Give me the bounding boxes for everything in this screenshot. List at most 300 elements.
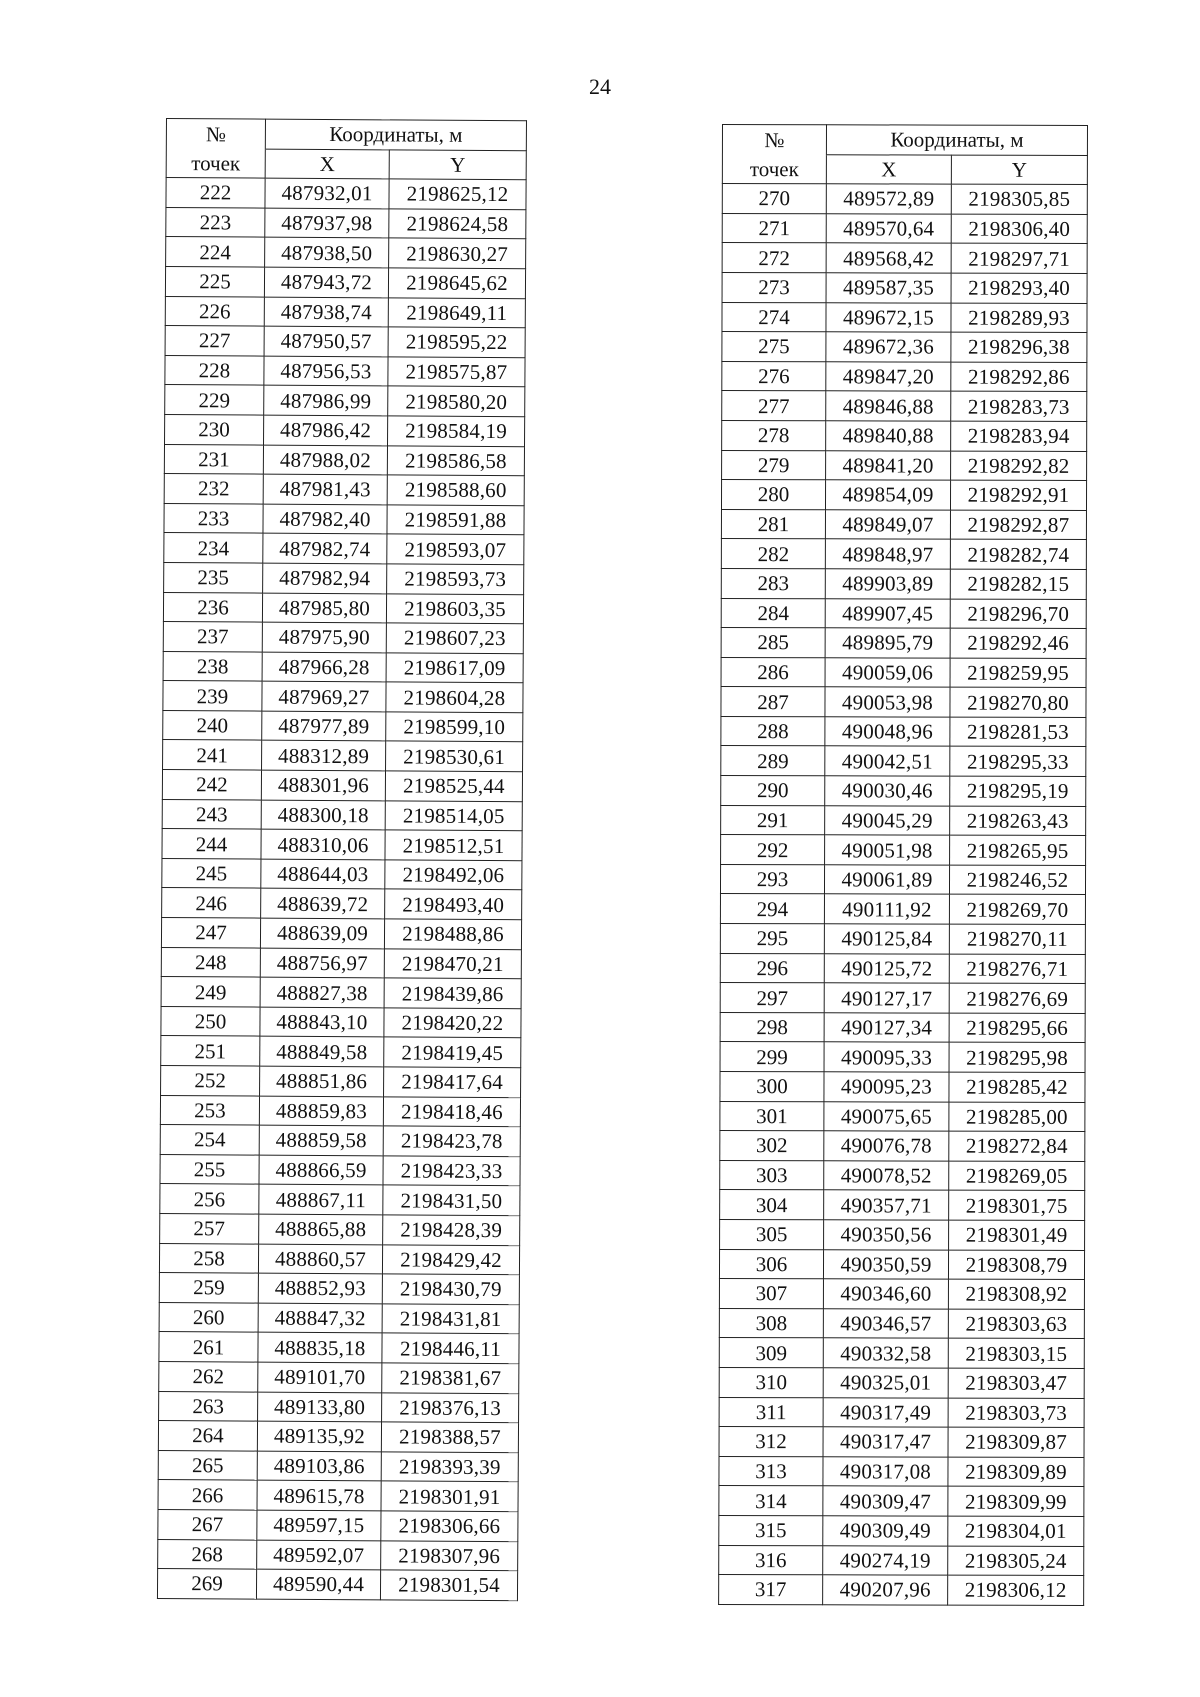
point-number-cell: 269	[157, 1569, 256, 1599]
table-row	[161, 1006, 521, 1038]
y-coordinate-cell: 2198586,58	[387, 445, 524, 475]
x-coordinate-cell: 490332,58	[823, 1338, 948, 1368]
table-row	[719, 1515, 1084, 1546]
x-coordinate-cell: 487956,53	[264, 356, 388, 386]
x-coordinate-cell: 487938,50	[265, 237, 389, 267]
point-number-cell: 280	[721, 480, 825, 510]
y-column-header: Y	[389, 149, 526, 179]
x-coordinate-cell: 490350,59	[823, 1249, 948, 1279]
point-number-cell: 237	[163, 622, 262, 652]
x-coordinate-cell: 487982,94	[263, 563, 387, 593]
table-row	[719, 1308, 1084, 1339]
table-row	[720, 1071, 1085, 1102]
y-coordinate-cell: 2198492,06	[385, 860, 522, 890]
y-coordinate-cell: 2198431,81	[382, 1304, 519, 1334]
point-number-cell: 293	[720, 864, 824, 894]
x-coordinate-cell: 489672,15	[826, 302, 951, 332]
x-coordinate-cell: 488756,97	[260, 948, 384, 978]
y-coordinate-cell: 2198584,19	[388, 416, 525, 446]
table-row	[721, 628, 1086, 659]
y-coordinate-cell: 2198593,07	[387, 534, 524, 564]
x-coordinate-cell: 487985,80	[262, 593, 386, 623]
y-coordinate-cell: 2198649,11	[388, 297, 525, 327]
table-row	[720, 983, 1085, 1014]
point-number-cell: 266	[158, 1480, 257, 1510]
x-coordinate-cell: 488867,11	[259, 1184, 383, 1214]
table-row	[162, 829, 522, 861]
point-number-cell: 299	[720, 1042, 824, 1072]
x-coordinate-cell: 487938,74	[264, 297, 388, 327]
x-coordinate-cell: 488865,88	[259, 1214, 383, 1244]
y-coordinate-cell: 2198430,79	[382, 1274, 519, 1304]
x-coordinate-cell: 487982,40	[263, 504, 387, 534]
x-coordinate-cell: 489135,92	[257, 1421, 381, 1451]
table-row	[719, 1397, 1084, 1428]
table-row	[165, 355, 525, 387]
x-column-header: X	[826, 154, 951, 184]
table-row	[158, 1509, 518, 1541]
x-coordinate-cell: 488300,18	[261, 800, 385, 830]
table-row	[160, 1095, 520, 1127]
table-row	[159, 1361, 519, 1393]
y-coordinate-cell: 2198514,05	[385, 801, 522, 831]
table-row	[719, 1279, 1084, 1310]
table-row	[158, 1539, 518, 1571]
table-row	[165, 266, 525, 298]
point-number-cell: 275	[722, 332, 826, 362]
table-row	[719, 1338, 1084, 1369]
x-coordinate-cell: 490207,96	[823, 1575, 948, 1605]
x-coordinate-cell: 488852,93	[258, 1273, 382, 1303]
y-coordinate-cell: 2198246,52	[949, 865, 1085, 895]
y-coordinate-cell: 2198591,88	[387, 505, 524, 535]
x-coordinate-cell: 488644,03	[261, 859, 385, 889]
point-number-cell: 270	[722, 184, 826, 214]
point-number-cell: 298	[720, 1012, 824, 1042]
table-row	[721, 480, 1086, 511]
x-coordinate-cell: 490346,60	[823, 1279, 948, 1309]
x-coordinate-cell: 489847,20	[826, 362, 951, 392]
table-row	[163, 622, 523, 654]
x-coordinate-cell: 489840,88	[826, 421, 951, 451]
point-number-cell: 304	[720, 1190, 824, 1220]
point-number-cell: 264	[158, 1421, 257, 1451]
table-row	[162, 888, 522, 920]
y-coordinate-cell: 2198285,00	[949, 1102, 1085, 1132]
table-row	[164, 533, 524, 565]
point-number-cell: 247	[161, 918, 260, 948]
x-coordinate-cell: 489570,64	[826, 214, 951, 244]
table-row	[164, 474, 524, 506]
table-row	[161, 947, 521, 979]
table-row	[161, 918, 521, 950]
y-coordinate-cell: 2198607,23	[386, 623, 523, 653]
y-coordinate-cell: 2198283,94	[951, 421, 1087, 451]
point-number-header-bottom: точек	[722, 154, 826, 184]
y-coordinate-cell: 2198423,78	[383, 1126, 520, 1156]
y-coordinate-cell: 2198617,09	[386, 653, 523, 683]
x-coordinate-cell: 490059,06	[825, 657, 950, 687]
table-row	[722, 302, 1087, 333]
point-number-cell: 312	[719, 1427, 823, 1457]
y-coordinate-cell: 2198393,39	[381, 1452, 518, 1482]
x-coordinate-cell: 490053,98	[825, 687, 950, 717]
y-coordinate-cell: 2198304,01	[948, 1516, 1084, 1546]
y-coordinate-cell: 2198283,73	[951, 391, 1087, 421]
x-coordinate-cell: 489841,20	[826, 450, 951, 480]
x-coordinate-cell: 490125,72	[824, 953, 949, 983]
x-coordinate-cell: 489846,88	[826, 391, 951, 421]
y-coordinate-cell: 2198630,27	[389, 238, 526, 268]
table-body-left	[157, 178, 526, 1601]
y-coordinate-cell: 2198599,10	[386, 712, 523, 742]
point-number-cell: 243	[162, 799, 261, 829]
point-number-cell: 231	[164, 444, 263, 474]
point-number-cell: 301	[720, 1101, 824, 1131]
y-coordinate-cell: 2198303,47	[948, 1368, 1084, 1398]
table-row	[720, 1190, 1085, 1221]
point-number-cell: 277	[722, 391, 826, 421]
point-number-cell: 241	[163, 740, 262, 770]
table-body-right	[719, 184, 1088, 1605]
point-number-cell: 276	[722, 361, 826, 391]
x-coordinate-cell: 488859,83	[259, 1096, 383, 1126]
table-row	[160, 1125, 520, 1157]
x-coordinate-cell: 488860,57	[258, 1244, 382, 1274]
x-coordinate-cell: 490317,08	[823, 1456, 948, 1486]
table-row	[161, 977, 521, 1009]
point-number-cell: 246	[162, 888, 261, 918]
point-number-cell: 248	[161, 947, 260, 977]
table-row	[165, 414, 525, 446]
table-row	[159, 1273, 519, 1305]
y-coordinate-cell: 2198439,86	[384, 978, 521, 1008]
y-coordinate-cell: 2198301,91	[381, 1481, 518, 1511]
y-coordinate-cell: 2198259,95	[950, 658, 1086, 688]
point-number-cell: 279	[722, 450, 826, 480]
y-coordinate-cell: 2198269,05	[949, 1161, 1085, 1191]
x-coordinate-cell: 489590,44	[256, 1569, 380, 1599]
point-number-cell: 288	[721, 716, 825, 746]
x-coordinate-cell: 490346,57	[823, 1309, 948, 1339]
y-coordinate-cell: 2198530,61	[386, 741, 523, 771]
table-row	[721, 687, 1086, 718]
point-number-cell: 286	[721, 657, 825, 687]
table-row	[720, 894, 1085, 925]
x-coordinate-cell: 487950,57	[264, 326, 388, 356]
point-number-cell: 252	[161, 1065, 260, 1095]
x-coordinate-cell: 487969,27	[262, 681, 386, 711]
table-row	[719, 1367, 1084, 1398]
coordinates-header: Координаты, м	[265, 119, 526, 150]
point-number-cell: 238	[163, 651, 262, 681]
x-coordinate-cell: 489103,86	[257, 1451, 381, 1481]
table-row	[159, 1391, 519, 1423]
y-coordinate-cell: 2198446,11	[382, 1333, 519, 1363]
table-row	[158, 1450, 518, 1482]
y-coordinate-cell: 2198603,35	[386, 593, 523, 623]
y-coordinate-cell: 2198423,33	[383, 1156, 520, 1186]
point-number-cell: 278	[722, 420, 826, 450]
table-row	[721, 716, 1086, 747]
point-number-cell: 229	[165, 385, 264, 415]
x-coordinate-cell: 489587,35	[826, 273, 951, 303]
point-number-cell: 295	[720, 924, 824, 954]
y-coordinate-cell: 2198295,66	[949, 1013, 1085, 1043]
y-coordinate-cell: 2198282,74	[950, 539, 1086, 569]
point-number-cell: 227	[165, 326, 264, 356]
table-row	[159, 1243, 519, 1275]
y-coordinate-cell: 2198289,93	[951, 303, 1087, 333]
table-row	[163, 710, 523, 742]
point-number-cell: 258	[159, 1243, 258, 1273]
table-row	[163, 651, 523, 683]
y-coordinate-cell: 2198376,13	[382, 1392, 519, 1422]
y-coordinate-cell: 2198604,28	[386, 682, 523, 712]
y-coordinate-cell: 2198588,60	[387, 475, 524, 505]
table-row	[720, 864, 1085, 895]
y-coordinate-cell: 2198276,69	[949, 983, 1085, 1013]
x-coordinate-cell: 490078,52	[824, 1161, 949, 1191]
point-number-cell: 290	[721, 776, 825, 806]
y-coordinate-cell: 2198281,53	[950, 717, 1086, 747]
table-row	[720, 1101, 1085, 1132]
y-coordinate-cell: 2198306,40	[951, 214, 1087, 244]
x-coordinate-cell: 490309,47	[823, 1486, 948, 1516]
x-coordinate-cell: 487988,02	[263, 445, 387, 475]
table-row	[163, 592, 523, 624]
table-row	[157, 1569, 517, 1601]
x-coordinate-cell: 490325,01	[823, 1368, 948, 1398]
x-coordinate-cell: 489101,70	[258, 1362, 382, 1392]
x-coordinate-cell: 487932,01	[265, 178, 389, 208]
x-coordinate-cell: 487975,90	[262, 622, 386, 652]
table-row	[722, 450, 1087, 481]
point-number-cell: 261	[159, 1332, 258, 1362]
y-coordinate-cell: 2198303,63	[948, 1309, 1084, 1339]
table-row	[166, 178, 526, 210]
x-coordinate-cell: 490051,98	[825, 835, 950, 865]
point-number-cell: 302	[720, 1131, 824, 1161]
y-coordinate-cell: 2198417,64	[384, 1067, 521, 1097]
point-number-cell: 285	[721, 628, 825, 658]
point-number-cell: 272	[722, 243, 826, 273]
x-coordinate-cell: 490045,29	[825, 805, 950, 835]
point-number-cell: 292	[721, 835, 825, 865]
x-coordinate-cell: 490048,96	[825, 717, 950, 747]
table-row	[721, 568, 1086, 599]
point-number-cell: 310	[719, 1367, 823, 1397]
point-number-cell: 273	[722, 272, 826, 302]
table-row	[721, 805, 1086, 836]
y-coordinate-cell: 2198285,42	[949, 1072, 1085, 1102]
table-row	[720, 1012, 1085, 1043]
point-number-cell: 303	[720, 1160, 824, 1190]
y-coordinate-cell: 2198272,84	[949, 1131, 1085, 1161]
y-coordinate-cell: 2198263,43	[950, 806, 1086, 836]
table-row	[722, 391, 1087, 422]
y-coordinate-cell: 2198420,22	[384, 1008, 521, 1038]
table-row	[720, 924, 1085, 955]
table-row	[722, 361, 1087, 392]
x-coordinate-cell: 490030,46	[825, 776, 950, 806]
y-coordinate-cell: 2198388,57	[381, 1422, 518, 1452]
y-coordinate-cell: 2198488,86	[384, 919, 521, 949]
point-number-cell: 314	[719, 1486, 823, 1516]
point-number-cell: 236	[163, 592, 262, 622]
coordinates-table-right	[718, 124, 1088, 1606]
table-row	[721, 746, 1086, 777]
point-number-cell: 282	[721, 539, 825, 569]
y-coordinate-cell: 2198303,73	[948, 1398, 1084, 1428]
table-row	[166, 237, 526, 269]
x-coordinate-cell: 489133,80	[258, 1392, 382, 1422]
y-coordinate-cell: 2198381,67	[382, 1363, 519, 1393]
point-number-cell: 291	[721, 805, 825, 835]
table-row	[165, 296, 525, 328]
x-coordinate-cell: 487937,98	[265, 208, 389, 238]
table-row	[720, 1042, 1085, 1073]
point-number-header-bottom: точек	[166, 148, 265, 178]
point-number-cell: 255	[160, 1154, 259, 1184]
y-coordinate-cell: 2198295,98	[949, 1043, 1085, 1073]
point-number-header-top: №	[166, 119, 265, 149]
point-number-cell: 245	[162, 858, 261, 888]
y-coordinate-cell: 2198305,85	[951, 184, 1087, 214]
point-number-cell: 242	[162, 770, 261, 800]
table-row	[159, 1302, 519, 1334]
point-number-cell: 316	[719, 1545, 823, 1575]
point-number-header-top: №	[722, 125, 826, 155]
y-coordinate-cell: 2198308,79	[948, 1250, 1084, 1280]
y-coordinate-cell: 2198307,96	[381, 1540, 518, 1570]
point-number-cell: 311	[719, 1397, 823, 1427]
table-row	[719, 1249, 1084, 1280]
table-row	[720, 1219, 1085, 1250]
point-number-cell: 244	[162, 829, 261, 859]
point-number-cell: 317	[719, 1575, 823, 1605]
table-row	[722, 420, 1087, 451]
y-coordinate-cell: 2198301,49	[949, 1220, 1085, 1250]
point-number-cell: 305	[720, 1219, 824, 1249]
table-row	[722, 272, 1087, 303]
y-coordinate-cell: 2198305,24	[948, 1546, 1084, 1576]
table-row	[721, 776, 1086, 807]
x-coordinate-cell: 489672,36	[826, 332, 951, 362]
y-coordinate-cell: 2198296,38	[951, 332, 1087, 362]
x-coordinate-cell: 488847,32	[258, 1303, 382, 1333]
point-number-cell: 224	[166, 237, 265, 267]
point-number-cell: 249	[161, 977, 260, 1007]
table-row	[165, 385, 525, 417]
y-coordinate-cell: 2198270,80	[950, 687, 1086, 717]
y-coordinate-cell: 2198575,87	[388, 357, 525, 387]
x-coordinate-cell: 489848,97	[825, 539, 950, 569]
x-coordinate-cell: 488312,89	[262, 741, 386, 771]
point-number-cell: 294	[720, 894, 824, 924]
point-number-cell: 296	[720, 953, 824, 983]
table-row	[160, 1213, 520, 1245]
point-number-cell: 228	[165, 355, 264, 385]
x-coordinate-cell: 489572,89	[826, 184, 951, 214]
table-row	[158, 1421, 518, 1453]
y-coordinate-cell: 2198292,86	[951, 362, 1087, 392]
x-coordinate-cell: 490095,23	[824, 1072, 949, 1102]
x-coordinate-cell: 489615,78	[257, 1480, 381, 1510]
table-row	[719, 1486, 1084, 1517]
y-coordinate-cell: 2198295,33	[950, 747, 1086, 777]
x-coordinate-cell: 490042,51	[825, 746, 950, 776]
x-coordinate-cell: 490127,34	[824, 1013, 949, 1043]
table-row	[722, 243, 1087, 274]
point-number-cell: 259	[159, 1273, 258, 1303]
y-coordinate-cell: 2198292,46	[950, 628, 1086, 658]
y-coordinate-cell: 2198292,87	[950, 510, 1086, 540]
point-number-cell: 274	[722, 302, 826, 332]
point-number-cell: 306	[719, 1249, 823, 1279]
point-number-cell: 300	[720, 1071, 824, 1101]
x-coordinate-cell: 489903,89	[825, 569, 950, 599]
x-coordinate-cell: 489854,09	[825, 480, 950, 510]
table-row	[722, 213, 1087, 244]
point-number-cell: 271	[722, 213, 826, 243]
y-coordinate-cell: 2198625,12	[389, 179, 526, 209]
y-coordinate-cell: 2198308,92	[948, 1279, 1084, 1309]
x-coordinate-cell: 490309,49	[823, 1516, 948, 1546]
table-row	[722, 332, 1087, 363]
x-coordinate-cell: 489568,42	[826, 243, 951, 273]
x-coordinate-cell: 490317,49	[823, 1397, 948, 1427]
table-row	[720, 1131, 1085, 1162]
x-coordinate-cell: 489592,07	[257, 1540, 381, 1570]
point-number-cell: 222	[166, 178, 265, 208]
point-number-cell: 262	[159, 1361, 258, 1391]
x-coordinate-cell: 487943,72	[264, 267, 388, 297]
table-row	[158, 1480, 518, 1512]
y-coordinate-cell: 2198418,46	[383, 1096, 520, 1126]
point-number-cell: 257	[160, 1213, 259, 1243]
point-number-cell: 307	[719, 1279, 823, 1309]
coordinates-table-left	[157, 118, 527, 1601]
x-coordinate-cell: 488866,59	[259, 1155, 383, 1185]
point-number-cell: 309	[719, 1338, 823, 1368]
y-coordinate-cell: 2198301,75	[949, 1190, 1085, 1220]
point-number-cell: 254	[160, 1125, 259, 1155]
y-coordinate-cell: 2198296,70	[950, 599, 1086, 629]
point-number-cell: 287	[721, 687, 825, 717]
y-coordinate-cell: 2198265,95	[950, 835, 1086, 865]
page-number: 24	[589, 74, 611, 99]
point-number-cell: 267	[158, 1509, 257, 1539]
table-row	[160, 1154, 520, 1186]
point-number-cell: 297	[720, 983, 824, 1013]
x-coordinate-cell: 488827,38	[260, 977, 384, 1007]
x-coordinate-cell: 487982,74	[263, 533, 387, 563]
y-coordinate-cell: 2198293,40	[951, 273, 1087, 303]
x-coordinate-cell: 487977,89	[262, 711, 386, 741]
y-coordinate-cell: 2198525,44	[385, 771, 522, 801]
y-coordinate-cell: 2198419,45	[384, 1037, 521, 1067]
y-coordinate-cell: 2198645,62	[388, 268, 525, 298]
coordinates-header: Координаты, м	[826, 125, 1087, 155]
y-coordinate-cell: 2198270,11	[949, 924, 1085, 954]
x-coordinate-cell: 489849,07	[825, 509, 950, 539]
table-row	[162, 770, 522, 802]
x-coordinate-cell: 490125,84	[824, 924, 949, 954]
y-coordinate-cell: 2198282,15	[950, 569, 1086, 599]
table-row	[720, 953, 1085, 984]
point-number-cell: 225	[165, 266, 264, 296]
